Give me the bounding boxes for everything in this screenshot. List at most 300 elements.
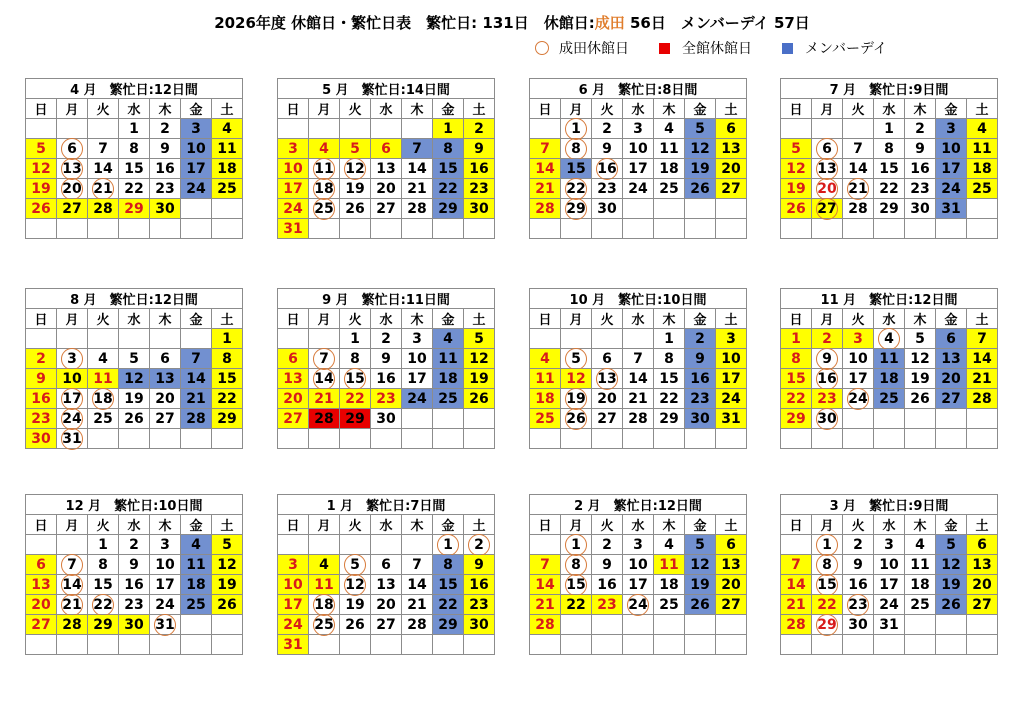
day-cell — [623, 635, 654, 655]
day-cell — [181, 555, 212, 575]
day-number: 7 — [633, 350, 643, 367]
day-cell — [88, 409, 119, 429]
day-cell — [212, 555, 243, 575]
day-number: 5 — [571, 350, 581, 367]
day-cell — [309, 409, 340, 429]
day-number: 14 — [535, 576, 555, 593]
day-number: 11 — [438, 350, 458, 367]
weekday-label: 月 — [57, 515, 88, 535]
day-cell — [592, 369, 623, 389]
day-cell — [843, 595, 874, 615]
day-cell — [150, 349, 181, 369]
day-number: 16 — [817, 370, 837, 387]
month-calendar — [529, 78, 747, 239]
day-cell — [874, 535, 905, 555]
day-cell — [26, 595, 57, 615]
day-cell — [685, 329, 716, 349]
day-cell — [433, 409, 464, 429]
day-number: 13 — [31, 576, 51, 593]
day-cell — [371, 369, 402, 389]
day-number: 20 — [283, 390, 303, 407]
weekday-label: 水 — [623, 515, 654, 535]
day-cell — [371, 575, 402, 595]
day-number: 16 — [155, 160, 175, 177]
day-cell — [623, 615, 654, 635]
day-number: 25 — [438, 390, 458, 407]
weekday-label: 金 — [181, 309, 212, 329]
day-cell — [781, 595, 812, 615]
day-number: 11 — [659, 140, 679, 157]
day-cell — [26, 575, 57, 595]
day-cell — [654, 575, 685, 595]
day-number: 19 — [469, 370, 489, 387]
day-cell — [654, 429, 685, 449]
day-cell — [623, 139, 654, 159]
day-cell — [561, 139, 592, 159]
day-cell — [57, 595, 88, 615]
day-number: 23 — [469, 596, 489, 613]
day-number: 10 — [407, 350, 427, 367]
day-cell — [685, 349, 716, 369]
day-number: 3 — [160, 536, 170, 553]
day-cell — [57, 389, 88, 409]
day-number: 27 — [597, 410, 617, 427]
day-number: 10 — [283, 160, 303, 177]
weekday-label: 火 — [843, 515, 874, 535]
day-cell — [57, 329, 88, 349]
title-part-accent: 成田 — [594, 14, 625, 32]
day-number: 14 — [972, 350, 992, 367]
day-number: 18 — [217, 160, 237, 177]
day-number: 4 — [540, 350, 550, 367]
day-number: 22 — [438, 596, 458, 613]
day-number: 18 — [535, 390, 555, 407]
day-number: 6 — [67, 140, 77, 157]
day-cell — [936, 349, 967, 369]
day-cell — [464, 119, 495, 139]
day-cell — [561, 635, 592, 655]
day-number: 4 — [319, 556, 329, 573]
day-cell — [716, 595, 747, 615]
day-number: 20 — [597, 390, 617, 407]
day-cell — [967, 595, 998, 615]
day-number: 22 — [93, 596, 113, 613]
day-cell — [812, 429, 843, 449]
day-number: 20 — [817, 180, 837, 197]
day-cell — [874, 179, 905, 199]
day-cell — [623, 349, 654, 369]
day-cell — [654, 635, 685, 655]
day-number: 1 — [98, 536, 108, 553]
day-cell — [309, 595, 340, 615]
day-number: 6 — [602, 350, 612, 367]
day-number: 25 — [910, 596, 930, 613]
day-cell — [874, 595, 905, 615]
day-cell — [278, 199, 309, 219]
day-cell — [936, 119, 967, 139]
day-cell — [530, 219, 561, 239]
day-cell — [150, 159, 181, 179]
day-number: 12 — [345, 576, 365, 593]
day-number: 4 — [664, 536, 674, 553]
day-number: 29 — [438, 200, 458, 217]
day-cell — [561, 219, 592, 239]
day-cell — [278, 575, 309, 595]
day-cell — [905, 429, 936, 449]
day-cell — [843, 535, 874, 555]
day-number: 14 — [786, 576, 806, 593]
day-cell — [812, 595, 843, 615]
day-number: 18 — [972, 160, 992, 177]
weekday-label: 土 — [716, 515, 747, 535]
weekday-label: 金 — [936, 309, 967, 329]
day-number: 3 — [67, 350, 77, 367]
day-cell — [464, 159, 495, 179]
day-number: 31 — [283, 636, 303, 653]
day-number: 10 — [848, 350, 868, 367]
day-number: 23 — [597, 180, 617, 197]
day-number: 26 — [690, 180, 710, 197]
day-cell — [936, 615, 967, 635]
day-cell — [57, 535, 88, 555]
day-cell — [561, 119, 592, 139]
day-cell — [530, 329, 561, 349]
day-cell — [685, 139, 716, 159]
day-number: 28 — [93, 200, 113, 217]
day-cell — [402, 199, 433, 219]
day-number: 3 — [884, 536, 894, 553]
day-cell — [181, 535, 212, 555]
day-cell — [685, 159, 716, 179]
day-cell — [843, 179, 874, 199]
month-header: 8 月 繁忙日:12日間 — [26, 289, 243, 309]
day-number: 4 — [319, 140, 329, 157]
day-number: 5 — [946, 536, 956, 553]
day-number: 10 — [186, 140, 206, 157]
day-cell — [874, 349, 905, 369]
day-cell — [967, 219, 998, 239]
day-cell — [843, 389, 874, 409]
month-calendar — [25, 78, 243, 239]
day-cell — [181, 159, 212, 179]
day-number: 31 — [155, 616, 175, 633]
day-number: 19 — [690, 576, 710, 593]
day-cell — [340, 535, 371, 555]
day-number: 22 — [345, 390, 365, 407]
day-cell — [150, 409, 181, 429]
day-cell — [561, 555, 592, 575]
day-cell — [181, 429, 212, 449]
day-cell — [88, 159, 119, 179]
day-number: 1 — [791, 330, 801, 347]
day-cell — [212, 575, 243, 595]
day-number: 26 — [910, 390, 930, 407]
day-number: 10 — [879, 556, 899, 573]
day-number: 30 — [469, 200, 489, 217]
day-number: 4 — [443, 330, 453, 347]
day-cell — [212, 535, 243, 555]
weekday-label: 水 — [874, 99, 905, 119]
day-number: 22 — [566, 596, 586, 613]
weekday-label: 水 — [119, 515, 150, 535]
day-number: 7 — [412, 556, 422, 573]
weekday-label: 日 — [278, 515, 309, 535]
day-cell — [812, 555, 843, 575]
day-cell — [26, 555, 57, 575]
weekday-label: 火 — [592, 309, 623, 329]
weekday-label: 土 — [967, 515, 998, 535]
weekday-label: 金 — [433, 309, 464, 329]
day-cell — [905, 119, 936, 139]
day-number: 7 — [853, 140, 863, 157]
day-cell — [309, 635, 340, 655]
day-number: 26 — [345, 616, 365, 633]
day-number: 14 — [314, 370, 334, 387]
day-number: 13 — [62, 160, 82, 177]
day-number: 17 — [283, 180, 303, 197]
day-cell — [716, 199, 747, 219]
month-header: 7 月 繁忙日:9日間 — [781, 79, 998, 99]
day-number: 30 — [910, 200, 930, 217]
day-number: 7 — [412, 140, 422, 157]
day-cell — [561, 409, 592, 429]
weekday-label: 水 — [623, 309, 654, 329]
day-cell — [433, 369, 464, 389]
day-cell — [340, 199, 371, 219]
day-cell — [592, 575, 623, 595]
day-number: 21 — [93, 180, 113, 197]
day-cell — [592, 199, 623, 219]
day-cell — [57, 635, 88, 655]
day-number: 29 — [659, 410, 679, 427]
day-number: 16 — [469, 576, 489, 593]
day-number: 18 — [314, 180, 334, 197]
day-cell — [936, 555, 967, 575]
weekday-label: 土 — [967, 309, 998, 329]
day-cell — [402, 119, 433, 139]
day-cell — [967, 555, 998, 575]
day-number: 18 — [910, 576, 930, 593]
day-cell — [812, 179, 843, 199]
day-cell — [119, 409, 150, 429]
day-number: 30 — [817, 410, 837, 427]
month-calendar — [780, 494, 998, 655]
day-cell — [88, 535, 119, 555]
day-cell — [309, 369, 340, 389]
weekday-label: 金 — [433, 99, 464, 119]
weekday-label: 金 — [685, 99, 716, 119]
day-cell — [654, 615, 685, 635]
day-number: 28 — [186, 410, 206, 427]
day-cell — [781, 635, 812, 655]
day-number: 7 — [98, 140, 108, 157]
day-cell — [781, 389, 812, 409]
day-number: 7 — [319, 350, 329, 367]
day-number: 3 — [288, 556, 298, 573]
day-number: 13 — [376, 160, 396, 177]
day-cell — [371, 389, 402, 409]
day-number: 30 — [848, 616, 868, 633]
blue-square-icon — [782, 43, 793, 54]
day-cell — [812, 575, 843, 595]
day-cell — [309, 615, 340, 635]
day-cell — [936, 635, 967, 655]
legend-label-narita: 成田休館日 — [559, 41, 629, 57]
day-number: 17 — [283, 596, 303, 613]
weekday-label: 火 — [88, 99, 119, 119]
day-number: 25 — [186, 596, 206, 613]
day-cell — [623, 159, 654, 179]
day-number: 19 — [941, 576, 961, 593]
day-number: 25 — [659, 180, 679, 197]
day-cell — [26, 159, 57, 179]
day-number: 12 — [31, 160, 51, 177]
day-cell — [433, 555, 464, 575]
day-number: 1 — [571, 536, 581, 553]
day-cell — [905, 179, 936, 199]
day-cell — [812, 349, 843, 369]
day-number: 16 — [690, 370, 710, 387]
day-cell — [464, 389, 495, 409]
day-number: 24 — [879, 596, 899, 613]
day-cell — [309, 429, 340, 449]
weekday-label: 金 — [433, 515, 464, 535]
day-cell — [967, 409, 998, 429]
day-number: 16 — [469, 160, 489, 177]
day-cell — [119, 535, 150, 555]
day-cell — [905, 389, 936, 409]
day-number: 21 — [535, 596, 555, 613]
day-number: 24 — [628, 596, 648, 613]
day-cell — [309, 199, 340, 219]
day-cell — [874, 159, 905, 179]
day-cell — [119, 199, 150, 219]
day-cell — [402, 595, 433, 615]
day-number: 24 — [941, 180, 961, 197]
day-cell — [150, 199, 181, 219]
day-number: 17 — [628, 576, 648, 593]
day-number: 28 — [972, 390, 992, 407]
day-cell — [212, 219, 243, 239]
day-number: 4 — [977, 120, 987, 137]
day-number: 17 — [848, 370, 868, 387]
day-cell — [905, 409, 936, 429]
day-cell — [561, 329, 592, 349]
day-cell — [340, 219, 371, 239]
day-number: 2 — [474, 120, 484, 137]
day-cell — [967, 635, 998, 655]
weekday-label: 月 — [561, 515, 592, 535]
day-cell — [212, 429, 243, 449]
day-cell — [88, 349, 119, 369]
day-cell — [181, 615, 212, 635]
day-cell — [685, 615, 716, 635]
day-number: 19 — [345, 596, 365, 613]
day-number: 11 — [314, 576, 334, 593]
day-cell — [181, 139, 212, 159]
day-cell — [88, 555, 119, 575]
day-number: 12 — [786, 160, 806, 177]
day-number: 29 — [817, 616, 837, 633]
day-number: 13 — [597, 370, 617, 387]
day-number: 2 — [822, 330, 832, 347]
day-cell — [119, 555, 150, 575]
day-cell — [905, 595, 936, 615]
day-number: 3 — [853, 330, 863, 347]
weekday-label: 日 — [26, 309, 57, 329]
day-number: 11 — [93, 370, 113, 387]
day-cell — [464, 575, 495, 595]
day-cell — [843, 555, 874, 575]
weekday-label: 火 — [843, 309, 874, 329]
day-cell — [26, 635, 57, 655]
day-cell — [905, 555, 936, 575]
day-number: 14 — [407, 160, 427, 177]
day-cell — [716, 349, 747, 369]
day-cell — [119, 389, 150, 409]
day-cell — [936, 595, 967, 615]
day-cell — [874, 635, 905, 655]
day-cell — [181, 409, 212, 429]
day-cell — [26, 179, 57, 199]
day-cell — [371, 159, 402, 179]
day-cell — [340, 555, 371, 575]
month-header: 3 月 繁忙日:9日間 — [781, 495, 998, 515]
day-number: 31 — [941, 200, 961, 217]
day-cell — [843, 219, 874, 239]
day-cell — [26, 409, 57, 429]
day-number: 10 — [283, 576, 303, 593]
month-calendar — [25, 494, 243, 655]
day-number: 28 — [407, 200, 427, 217]
day-number: 19 — [910, 370, 930, 387]
day-cell — [685, 555, 716, 575]
day-number: 1 — [443, 536, 453, 553]
day-cell — [592, 159, 623, 179]
red-square-icon — [659, 43, 670, 54]
day-cell — [26, 615, 57, 635]
day-number: 13 — [721, 556, 741, 573]
day-cell — [340, 119, 371, 139]
day-number: 12 — [217, 556, 237, 573]
day-number: 20 — [972, 576, 992, 593]
day-number: 16 — [848, 576, 868, 593]
day-cell — [278, 329, 309, 349]
weekday-label: 土 — [464, 99, 495, 119]
day-cell — [561, 429, 592, 449]
day-number: 14 — [93, 160, 113, 177]
day-cell — [150, 219, 181, 239]
weekday-label: 木 — [905, 99, 936, 119]
day-cell — [278, 119, 309, 139]
day-number: 27 — [155, 410, 175, 427]
day-cell — [685, 389, 716, 409]
day-number: 1 — [884, 120, 894, 137]
day-number: 5 — [222, 536, 232, 553]
day-number: 15 — [659, 370, 679, 387]
day-number: 13 — [817, 160, 837, 177]
day-number: 21 — [314, 390, 334, 407]
day-number: 22 — [566, 180, 586, 197]
day-cell — [212, 179, 243, 199]
weekday-label: 金 — [181, 515, 212, 535]
month-header: 11 月 繁忙日:12日間 — [781, 289, 998, 309]
day-cell — [181, 199, 212, 219]
day-number: 11 — [535, 370, 555, 387]
day-number: 23 — [124, 596, 144, 613]
day-number: 16 — [597, 576, 617, 593]
day-cell — [623, 575, 654, 595]
